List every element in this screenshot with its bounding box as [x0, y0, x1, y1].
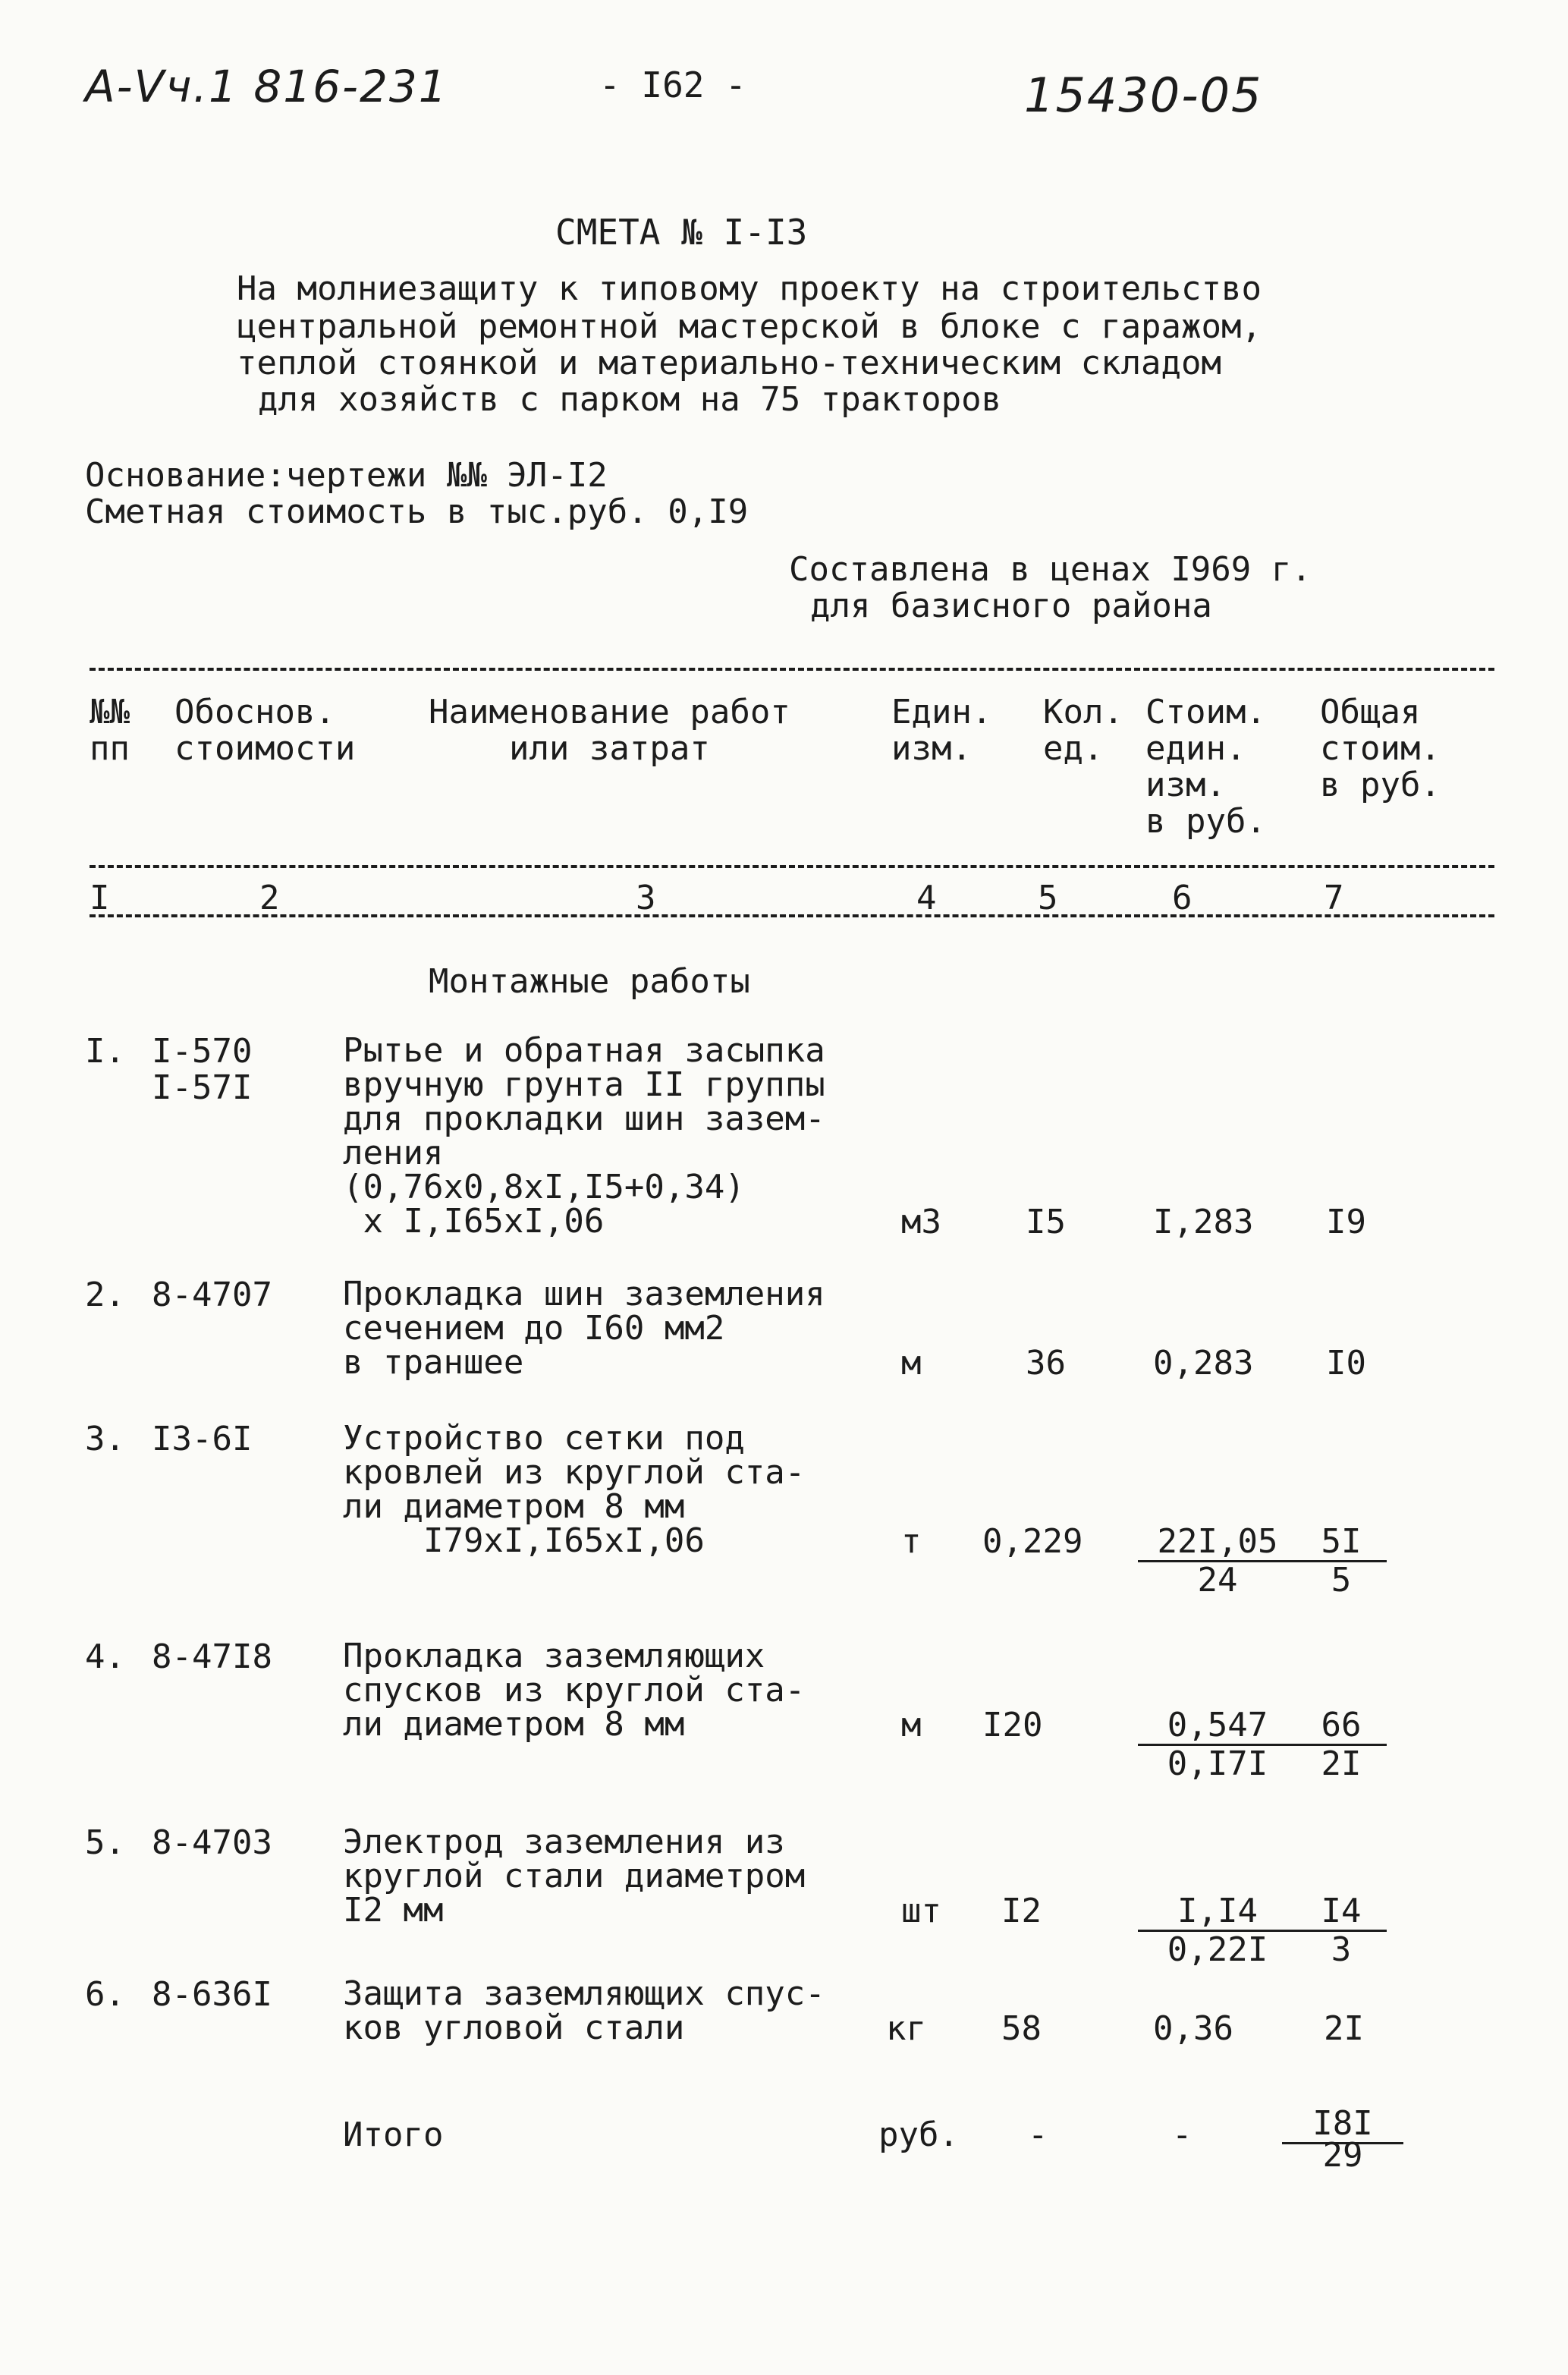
column-header-unit-cost: Стоим. един. изм. в руб. — [1145, 693, 1266, 841]
row-6-name: Защита заземляющих спус- ков угловой стали — [343, 1974, 825, 2047]
column-header-name: Наименование работ или затрат — [429, 693, 790, 768]
row-6-unit-cost: 0,36 — [1153, 2009, 1233, 2048]
row-2-total: I0 — [1326, 1344, 1366, 1383]
row-2-unit: м — [901, 1344, 922, 1383]
column-number-4: 4 — [916, 879, 937, 917]
subtitle-line-1: На молниезащиту к типовому проекту на строительство — [237, 269, 1262, 308]
row-3-total-fraction — [1296, 1524, 1387, 1599]
row-5-total-fraction — [1296, 1893, 1387, 1968]
column-number-3: 3 — [636, 879, 656, 917]
row-4-num: 4. — [85, 1637, 125, 1676]
column-header-total: Общая стоим. в руб. — [1320, 693, 1441, 804]
column-number-7: 7 — [1324, 879, 1344, 917]
section-title: Монтажные работы — [429, 962, 750, 1001]
document-title: СМЕТА № I-I3 — [555, 212, 808, 253]
total-row-unit-cost: - — [1172, 2115, 1192, 2154]
row-1-num: I. — [85, 1032, 125, 1071]
table-header-rule-1 — [90, 865, 1494, 868]
total-row-total: I8I — [1282, 2106, 1403, 2144]
total-row-qty: - — [1028, 2115, 1048, 2154]
row-3-total-sub: 5 — [1331, 1561, 1352, 1600]
row-2-basis: 8-4707 — [152, 1276, 272, 1314]
row-5-name: Электрод заземления из круглой стали диаметром I2 мм — [343, 1823, 806, 1930]
row-4-unit: м — [901, 1706, 922, 1744]
basis-line: Основание:чертежи №№ ЭЛ-I2 — [85, 456, 608, 495]
row-6-qty: 58 — [1001, 2009, 1042, 2048]
column-header-basis: Обоснов. стоимости — [174, 693, 356, 768]
row-4-total: 66 — [1296, 1707, 1387, 1746]
row-1-name: Рытье и обратная засыпка вручную грунта II группы для прокладки шин зазем- ления (0,76х0,8хI,I5+0,34) х I,I65хI,06 — [343, 1031, 825, 1241]
row-2-name: Прокладка шин заземления сечением до I60 мм2 в траншее — [343, 1275, 825, 1382]
row-3-total: 5I — [1296, 1524, 1387, 1562]
document-code-right: 15430-05 — [1024, 68, 1263, 123]
row-6-total: 2I — [1324, 2009, 1364, 2048]
row-4-unit-cost: 0,547 — [1138, 1707, 1297, 1746]
row-4-name: Прокладка заземляющих спусков из круглой ста- ли диаметром 8 мм — [343, 1637, 806, 1744]
document-code-left: А-Vч.1 816-231 — [85, 61, 448, 112]
row-3-unit-cost-sub: 24 — [1197, 1561, 1238, 1600]
row-1-total: I9 — [1326, 1203, 1366, 1241]
column-header-qty: Кол. ед. — [1043, 693, 1123, 768]
row-3-basis: I3-6I — [152, 1420, 253, 1458]
subtitle-line-3: теплой стоянкой и материально-техническим складом — [237, 344, 1222, 382]
row-3-num: 3. — [85, 1420, 125, 1458]
row-4-qty: I20 — [982, 1706, 1043, 1744]
row-1-qty: I5 — [1026, 1203, 1066, 1241]
row-2-num: 2. — [85, 1276, 125, 1314]
row-5-qty: I2 — [1001, 1892, 1042, 1930]
estimated-cost-line: Сметная стоимость в тыс.руб. 0,I9 — [85, 492, 749, 531]
row-4-total-fraction — [1296, 1707, 1387, 1782]
table-top-rule — [90, 668, 1494, 671]
row-4-total-sub: 2I — [1321, 1744, 1362, 1783]
row-1-unit-cost: I,283 — [1153, 1203, 1254, 1241]
row-1-unit: м3 — [901, 1203, 941, 1241]
row-3-unit-cost: 22I,05 — [1138, 1524, 1297, 1562]
column-number-6: 6 — [1172, 879, 1192, 917]
row-4-unit-cost-sub: 0,I7I — [1167, 1744, 1268, 1783]
row-6-unit: кг — [886, 2009, 926, 2048]
row-3-qty: 0,229 — [982, 1522, 1083, 1561]
total-row-total-sub: 29 — [1322, 2136, 1363, 2175]
prices-line-1: Составлена в ценах I969 г. — [789, 550, 1312, 589]
row-3-unit: т — [901, 1522, 922, 1561]
row-4-basis: 8-47I8 — [152, 1637, 272, 1676]
row-6-basis: 8-636I — [152, 1975, 272, 2014]
row-2-qty: 36 — [1026, 1344, 1066, 1383]
subtitle-line-2: центральной ремонтной мастерской в блоке с гаражом, — [237, 307, 1262, 346]
row-6-num: 6. — [85, 1975, 125, 2014]
total-row-label: Итого — [343, 2115, 444, 2154]
column-number-1: I — [90, 879, 110, 917]
row-5-basis: 8-4703 — [152, 1823, 272, 1862]
row-5-unit-cost-sub: 0,22I — [1167, 1930, 1268, 1969]
prices-line-2: для базисного района — [810, 587, 1212, 625]
total-row-unit: руб. — [878, 2115, 959, 2154]
row-5-unit-cost: I,I4 — [1138, 1893, 1297, 1932]
row-5-total: I4 — [1296, 1893, 1387, 1932]
row-5-unit: шт — [901, 1892, 941, 1930]
column-number-2: 2 — [259, 879, 280, 917]
row-3-name: Устройство сетки под кровлей из круглой ста- ли диаметром 8 мм I79хI,I65хI,06 — [343, 1419, 806, 1560]
row-2-unit-cost: 0,283 — [1153, 1344, 1254, 1383]
column-header-num: №№ пп — [90, 693, 130, 768]
row-5-unit-cost-fraction — [1138, 1893, 1297, 1968]
page-number: - I62 - — [599, 64, 746, 105]
subtitle-line-4: для хозяйств с парком на 75 тракторов — [258, 380, 1002, 419]
row-4-unit-cost-fraction — [1138, 1707, 1297, 1782]
row-5-num: 5. — [85, 1823, 125, 1862]
total-row-fraction — [1282, 2104, 1403, 2175]
row-1-basis: I-570 I-57I — [152, 1032, 253, 1107]
row-3-unit-cost-fraction — [1138, 1524, 1297, 1599]
row-5-total-sub: 3 — [1331, 1930, 1352, 1969]
table-header-rule-2 — [90, 914, 1494, 917]
column-header-unit: Един. изм. — [891, 693, 992, 768]
column-number-5: 5 — [1038, 879, 1058, 917]
